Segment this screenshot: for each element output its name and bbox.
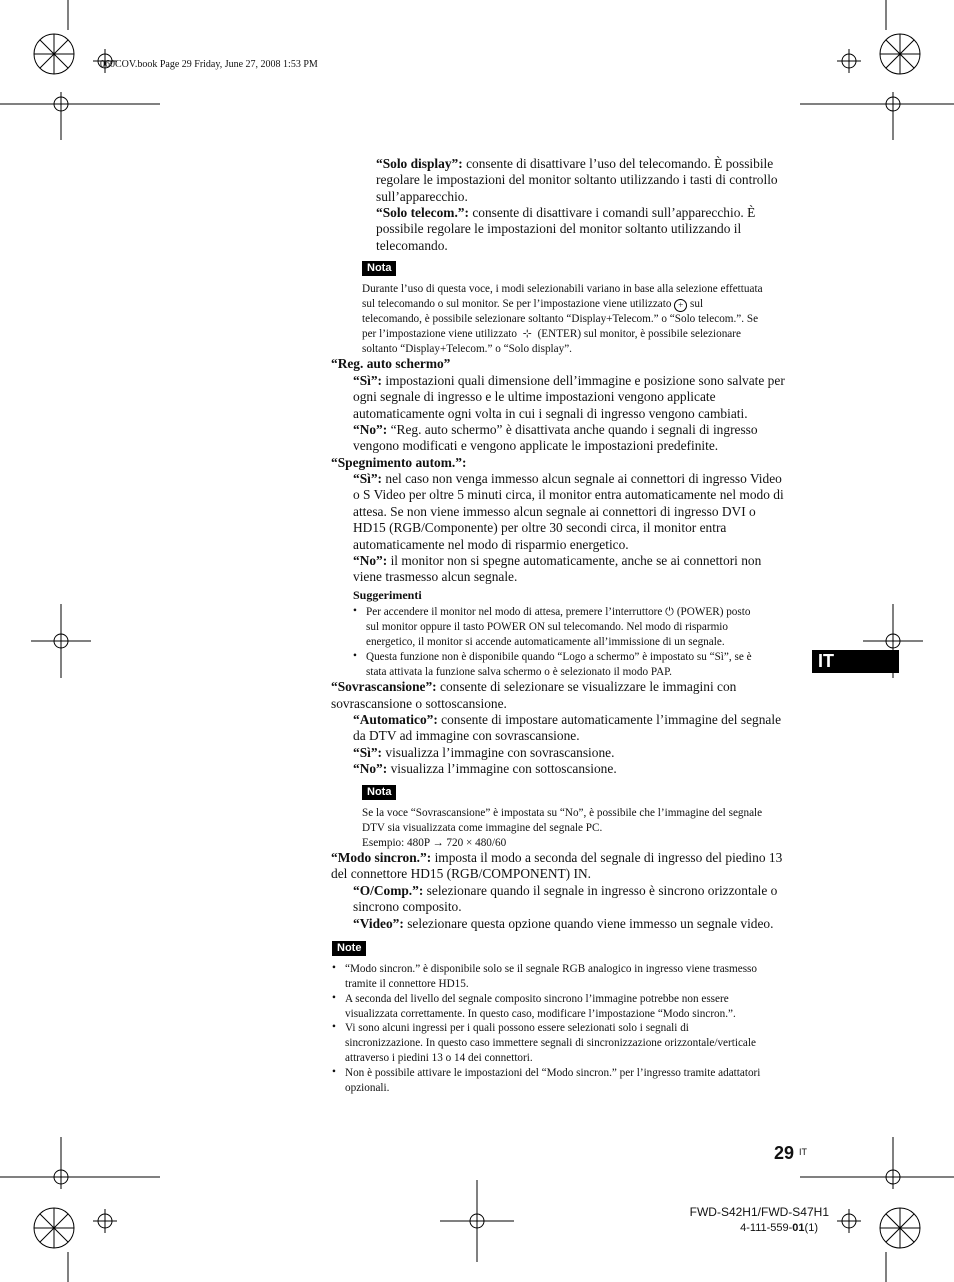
note4-line1: Non è possibile attivare le impostazioni del “Modo sincron.” per l’ingresso tramite adattatori [345, 1067, 761, 1079]
spegn-si-line3: attesa. Se non viene immesso alcun segnale ai connettori di ingresso DVI o [353, 504, 756, 519]
registration-circle-icon [880, 34, 920, 74]
crosshair-icon [440, 1180, 514, 1262]
note3-line1: Vi sono alcuni ingressi per i quali possono essere selezionati solo i segnali di [345, 1022, 689, 1034]
sugg2-line2: stata attivata la funzione salva schermo o è selezionato il modo PAP. [366, 666, 672, 678]
bullet: • [353, 605, 357, 617]
sovr-no-line: “No”: visualizza l’immagine con sottoscansione. [353, 761, 617, 776]
language-tab: IT [812, 650, 899, 673]
reg-no-line2: vengono modificati e vengono applicate le impostazioni predefinite. [353, 438, 719, 453]
crosshair-icon [837, 49, 861, 73]
spegn-no-line2: viene trasmesso alcun segnale. [353, 569, 518, 584]
note2-line2: visualizzata correttamente. In questo caso, modificare l’impostazione “Modo sincron.”. [345, 1008, 736, 1020]
reg-auto-title: “Reg. auto schermo” [331, 356, 451, 371]
spegn-si-line1: “Sì”: nel caso non venga immesso alcun segnale ai connettori di ingresso Video [353, 471, 782, 486]
nota2-line3: Esempio: 480P → 720 × 480/60 [362, 837, 507, 849]
nota-badge: Nota [362, 785, 396, 800]
book-header: 060COV.book Page 29 Friday, June 27, 2008 1:53 PM [100, 59, 318, 70]
video-line: “Video”: selezionare questa opzione quando viene immesso un segnale video. [353, 916, 774, 931]
bullet: • [332, 1021, 336, 1033]
crosshair-icon [31, 604, 91, 678]
nota1-line5: soltanto “Display+Telecom.” o “Solo display”. [362, 343, 572, 355]
model-number: FWD-S42H1/FWD-S47H1 [689, 1205, 829, 1219]
bullet: • [353, 650, 357, 662]
crosshair-icon [881, 92, 905, 140]
sovr-line1: “Sovrascansione”: consente di selezionare se visualizzare le immagini con [331, 679, 737, 694]
crosshair-icon [49, 92, 73, 140]
bullet: • [332, 1066, 336, 1078]
enter-cross-icon: ⊹ [522, 328, 532, 340]
page-number: 29 [774, 1143, 795, 1163]
power-icon: ⏻ [665, 606, 675, 618]
solo-telecom-line3: telecomando. [376, 238, 448, 253]
registration-circle-icon [34, 34, 74, 74]
spegn-si-line4: HD15 (RGB/Componente) per oltre 30 secondi circa, il monitor entra [353, 520, 727, 535]
nota1-line2: sul telecomando o sul monitor. Se per l’impostazione viene utilizzato + sul [362, 298, 704, 310]
nota2-line1: Se la voce “Sovrascansione” è impostata su “No”, è possibile che l’immagine del segnale [362, 807, 763, 819]
spegnimento-title: “Spegnimento autom.”: [331, 455, 467, 470]
page-number-suffix: IT [799, 1147, 807, 1157]
reg-si-line3: automaticamente ogni volta in cui i segnali di ingresso vengono cambiati. [353, 406, 748, 421]
nota-badge: Nota [362, 261, 396, 276]
sugg1-line1: Per accendere il monitor nel modo di attesa, premere l’interruttore ⏻ (POWER) posto [366, 606, 751, 618]
crosshair-icon [49, 1137, 73, 1189]
solo-display-line1: “Solo display”: consente di disattivare l’uso del telecomando. È possibile [376, 156, 774, 171]
sugg1-line3: energetico, il monitor si accende automaticamente all’immissione di un segnale. [366, 636, 725, 648]
ocomp-line1: “O/Comp.”: selezionare quando il segnale in ingresso è sincrono orizzontale o [353, 883, 778, 898]
bullet: • [332, 992, 336, 1004]
reg-si-line2: ogni segnale di ingresso e le ultime impostazioni vengono applicate [353, 389, 716, 404]
document-code: 4-111-559-01(1) [740, 1222, 818, 1234]
sovr-line2: sovrascansione o sottoscansione. [331, 696, 507, 711]
sugg2-line1: Questa funzione non è disponibile quando “Logo a schermo” è impostato su “Sì”, se è [366, 651, 752, 663]
solo-display-line2: regolare le impostazioni del monitor soltanto utilizzando i tasti di controllo [376, 172, 778, 187]
crosshair-icon [837, 1209, 861, 1233]
bullet: • [332, 962, 336, 974]
nota1-line4: per l’impostazione viene utilizzato ⊹ (ENTER) sul monitor, è possibile selezionare [362, 328, 741, 340]
modo-line2: del connettore HD15 (RGB/COMPONENT) IN. [331, 866, 591, 881]
crosshair-icon [881, 1137, 905, 1189]
modo-line1: “Modo sincron.”: imposta il modo a seconda del segnale di ingresso del piedino 13 [331, 850, 783, 865]
nota1-line1: Durante l’uso di questa voce, i modi selezionabili variano in base alla selezione effettuata [362, 283, 763, 295]
reg-si-line1: “Sì”: impostazioni quali dimensione dell’immagine e posizione sono salvate per [353, 373, 785, 388]
registration-circle-icon [880, 1208, 920, 1248]
note3-line3: attraverso i piedini 13 o 14 dei connettori. [345, 1052, 533, 1064]
automatico-line1: “Automatico”: consente di impostare automaticamente l’immagine del segnale [353, 712, 782, 727]
solo-telecom-line2: possibile regolare le impostazioni del monitor soltanto utilizzando il [376, 221, 742, 236]
solo-display-line3: sull’apparecchio. [376, 189, 468, 204]
solo-telecom-line1: “Solo telecom.”: consente di disattivare i comandi sull’apparecchio. È [376, 205, 756, 220]
reg-no-line1: “No”: “Reg. auto schermo” è disattivata anche quando i segnali di ingresso [353, 422, 758, 437]
spegn-si-line2: o S Video per oltre 5 minuti circa, il monitor entra automaticamente nel modo di [353, 487, 784, 502]
crosshair-icon [93, 1209, 117, 1233]
note1-line1: “Modo sincron.” è disponibile solo se il segnale RGB analogico in ingresso viene trasmesso [345, 963, 757, 975]
note3-line2: sincronizzazione. In questo caso immettere segnali di sincronizzazione orizzontale/verticale [345, 1037, 756, 1049]
sugg1-line2: sul monitor oppure il tasto POWER ON sul telecomando. Nel modo di risparmio [366, 621, 728, 633]
remote-joystick-icon: + [674, 299, 687, 312]
ocomp-line2: sincrono composito. [353, 899, 462, 914]
sovr-si-line: “Sì”: visualizza l’immagine con sovrascansione. [353, 745, 615, 760]
nota2-line2: DTV sia visualizzata come immagine del segnale PC. [362, 822, 603, 834]
note2-line1: A seconda del livello del segnale composito sincrono l’immagine potrebbe non essere [345, 993, 729, 1005]
note4-line2: opzionali. [345, 1082, 390, 1094]
registration-circle-icon [34, 1208, 74, 1248]
suggerimenti-title: Suggerimenti [353, 588, 422, 602]
spegn-no-line1: “No”: il monitor non si spegne automaticamente, anche se ai connettori non [353, 553, 762, 568]
spegn-si-line5: automaticamente nel modo di risparmio energetico. [353, 537, 629, 552]
note-badge: Note [332, 941, 366, 956]
note1-line2: tramite il connettore HD15. [345, 978, 469, 990]
nota1-line3: telecomando, è possibile selezionare soltanto “Display+Telecom.” o “Solo telecom.”. Se [362, 313, 759, 325]
automatico-line2: da DTV ad immagine con sovrascansione. [353, 728, 580, 743]
